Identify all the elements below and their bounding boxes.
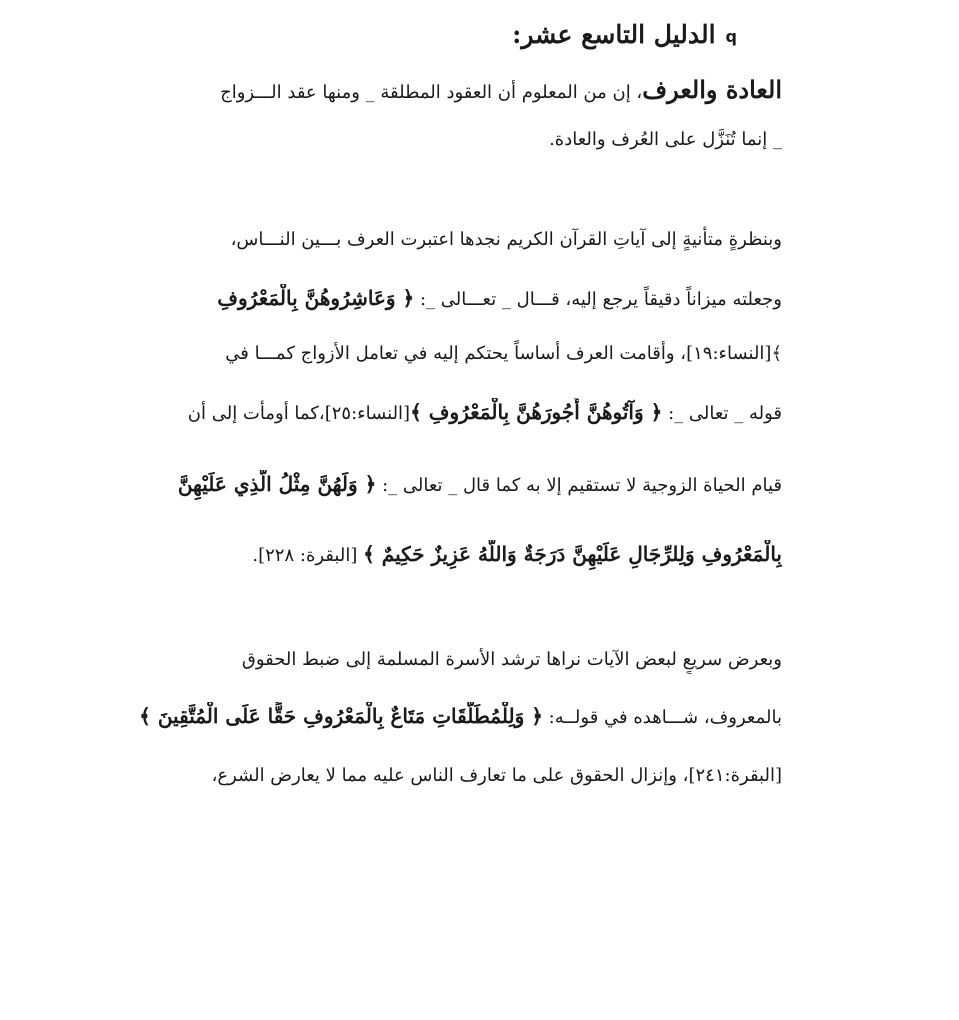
heading-title: الدليل التاسع عشر: bbox=[512, 20, 716, 49]
section-heading bbox=[512, 20, 737, 49]
bullet-marker: q bbox=[725, 27, 737, 46]
paragraph1-line2: _ إنما تُنَزَّل على العُرف والعادة. bbox=[549, 129, 782, 150]
paragraph3-line2: بالمعروف، شـــاهده في قولــه: ﴿ وَلِلْمُطَلَّقَاتِ مَتَاعٌ بِالْمَعْرُوفِ حَقًّا عَلَى الْمُتَّقِينَ ﴾ bbox=[139, 704, 782, 728]
quran-verse: ﴿ وَعَاشِرُوهُنَّ بِالْمَعْرُوفِ bbox=[217, 286, 415, 310]
quran-verse: ﴿ وَآتُوهُنَّ أُجُورَهُنَّ بِالْمَعْرُوفِ ﴾ bbox=[410, 400, 663, 424]
paragraph2-line2: وجعلته ميزاناً دقيقاً يرجع إليه، قـــال _ تعـــالى _: ﴿ وَعَاشِرُوهُنَّ بِالْمَعْرُوفِ bbox=[217, 286, 782, 310]
paragraph2-line3: ﴾[النساء:١٩]، وأقامت العرف أساساً يحتكم إليه في تعامل الأزواج كمـــا في bbox=[225, 343, 782, 364]
quran-verse: بِالْمَعْرُوفِ وَلِلرِّجَالِ عَلَيْهِنَّ دَرَجَةٌ وَاللَّهُ عَزِيزٌ حَكِيمٌ ﴾ bbox=[363, 542, 782, 566]
paragraph3-line3: [البقرة:٢٤١]، وإنزال الحقوق على ما تعارف الناس عليه مما لا يعارض الشرع، bbox=[211, 765, 782, 786]
paragraph1-line1: العادة والعرف، إن من المعلوم أن العقود المطلقة _ ومنها عقد الـــزواج bbox=[220, 76, 782, 104]
paragraph3-line1: وبعرض سريعٍ لبعض الآيات نراها ترشد الأسرة المسلمة إلى ضبط الحقوق bbox=[241, 649, 782, 670]
lead-term: العادة والعرف bbox=[642, 76, 782, 104]
paragraph2-line6: بِالْمَعْرُوفِ وَلِلرِّجَالِ عَلَيْهِنَّ دَرَجَةٌ وَاللَّهُ عَزِيزٌ حَكِيمٌ ﴾ [البقرة: ٢٢٨]. bbox=[252, 542, 782, 566]
quran-verse: ﴿ وَلِلْمُطَلَّقَاتِ مَتَاعٌ بِالْمَعْرُوفِ حَقًّا عَلَى الْمُتَّقِينَ ﴾ bbox=[139, 704, 543, 728]
paragraph2-line1: وبنظرةٍ متأنيةٍ إلى آياتِ القرآن الكريم نجدها اعتبرت العرف بـــين النـــاس، bbox=[230, 229, 782, 250]
paragraph2-line5: قيام الحياة الزوجية لا تستقيم إلا به كما قال _ تعالى _: ﴿ وَلَهُنَّ مِثْلُ الَّذِي عَلَيْهِنَّ bbox=[177, 472, 782, 496]
quran-verse: ﴿ وَلَهُنَّ مِثْلُ الَّذِي عَلَيْهِنَّ bbox=[177, 472, 377, 496]
paragraph2-line4: قوله _ تعالى _: ﴿ وَآتُوهُنَّ أُجُورَهُنَّ بِالْمَعْرُوفِ ﴾[النساء:٢٥]،كما أومأت إلى أن bbox=[187, 400, 782, 424]
